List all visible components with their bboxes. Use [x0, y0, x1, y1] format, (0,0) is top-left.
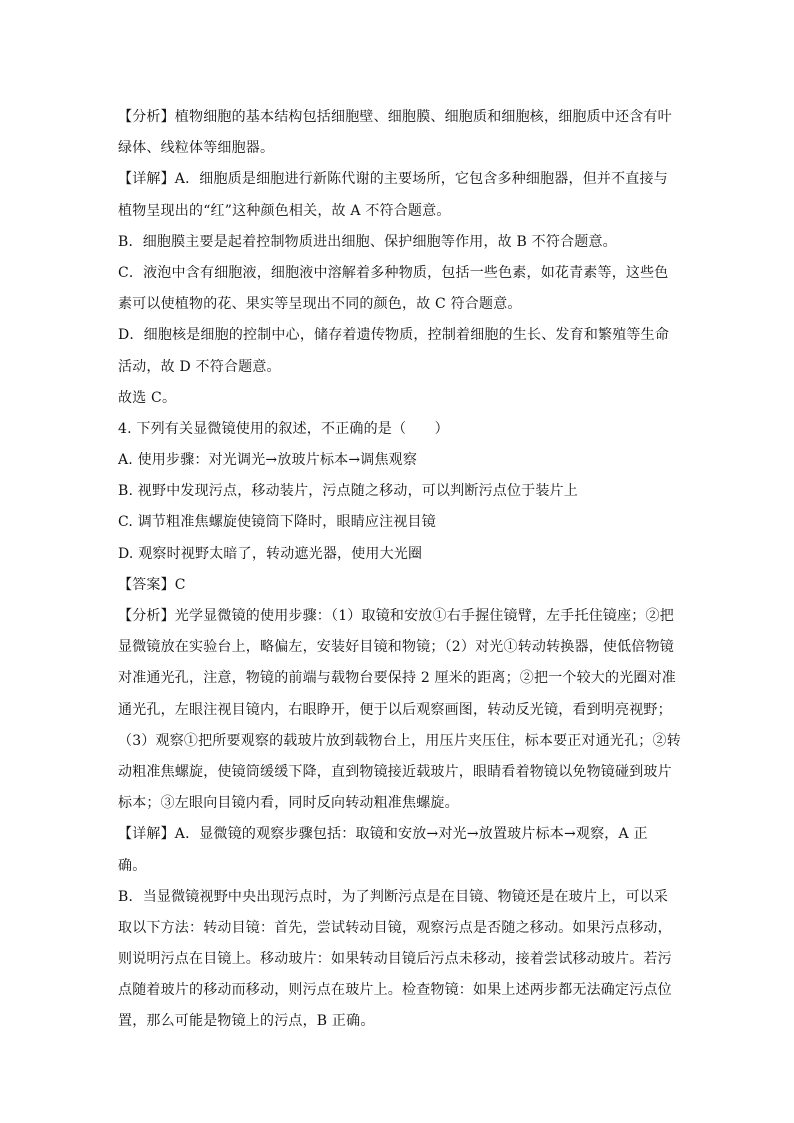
text-line-analysis-2: 绿体、线粒体等细胞器。 [118, 140, 275, 157]
question-4-option-a: A. 使用步骤：对光调光→放玻片标本→调焦观察 [118, 452, 418, 469]
text-line-option-b: B．细胞膜主要是起着控制物质进出细胞、保护细胞等作用，故 B 不符合题意。 [118, 233, 617, 250]
text-line-detail-2: 植物呈现出的“红”这种颜色相关，故 A 不符合题意。 [118, 202, 451, 219]
analysis-line-2: 显微镜放在实验台上，略偏左，安装好目镜和物镜；（2）对光①转动转换器，使低倍物镜 [118, 639, 674, 656]
analysis-line-5: （3）观察①把所要观察的载玻片放到载物台上，用压片夹压住，标本要正对通光孔；②转 [118, 732, 681, 749]
text-line-choice-c: 故选 C。 [118, 389, 177, 406]
detail-line-b-4: 点随着玻片的移动而移动，则污点在玻片上。检查物镜：如果上述两步都无法确定污点位 [118, 982, 672, 999]
analysis-line-3: 对准通光孔，注意，物镜的前端与载物台要保持 2 厘米的距离；②把一个较大的光圈对准 [118, 670, 677, 687]
text-line-option-c-2: 素可以使植物的花、果实等呈现出不同的颜色，故 C 符合题意。 [118, 296, 522, 313]
detail-line-b-2: 取以下方法：转动目镜：首先，尝试转动目镜，观察污点是否随之移动。如果污点移动， [118, 919, 672, 936]
detail-line-b-5: 置，那么可能是物镜上的污点，B 正确。 [118, 1013, 375, 1030]
question-4-title: 4. 下列有关显微镜使用的叙述，不正确的是（ ） [118, 420, 449, 437]
detail-line-a-2: 确。 [118, 857, 147, 874]
answer-label: 【答案】C [118, 576, 186, 593]
detail-line-a-1: 【详解】A．显微镜的观察步骤包括：取镜和安放→对光→放置玻片标本→观察，A 正 [118, 826, 648, 843]
text-line-option-d-1: D．细胞核是细胞的控制中心，储存着遗传物质，控制着细胞的生长、发育和繁殖等生命 [118, 327, 670, 344]
text-line-analysis-1: 【分析】植物细胞的基本结构包括细胞壁、细胞膜、细胞质和细胞核，细胞质中还含有叶 [118, 109, 672, 125]
text-line-option-c-1: C．液泡中含有细胞液，细胞液中溶解着多种物质，包括一些色素，如花青素等，这些色 [118, 264, 669, 281]
detail-line-b-1: B．当显微镜视野中央出现污点时，为了判断污点是在目镜、物镜还是在玻片上，可以采 [118, 888, 669, 905]
answer-explanation-text [118, 102, 681, 1038]
analysis-line-4: 通光孔，左眼注视目镜内，右眼睁开，便于以后观察画图，转动反光镜，看到明亮视野； [118, 701, 672, 718]
analysis-line-7: 标本；③左眼向目镜内看，同时反向转动粗准焦螺旋。 [118, 795, 459, 812]
text-line-option-d-2: 活动，故 D 不符合题意。 [118, 358, 281, 375]
detail-line-b-3: 则说明污点在目镜上。移动玻片：如果转动目镜后污点未移动，接着尝试移动玻片。若污 [118, 951, 672, 968]
text-line-detail-1: 【详解】A．细胞质是细胞进行新陈代谢的主要场所，它包含多种细胞器，但并不直接与 [118, 171, 668, 188]
analysis-line-6: 动粗准焦螺旋，使镜筒缓缓下降，直到物镜接近载玻片，眼睛看着物镜以免物镜碰到玻片 [118, 763, 672, 780]
question-4-option-b: B. 视野中发现污点，移动装片，污点随之移动，可以判断污点位于装片上 [118, 483, 578, 500]
question-4-option-c: C. 调节粗准焦螺旋使镜筒下降时，眼睛应注视目镜 [118, 514, 436, 531]
question-4-option-d: D. 观察时视野太暗了，转动遮光器，使用大光圈 [118, 545, 423, 562]
analysis-line-1: 【分析】光学显微镜的使用步骤：（1）取镜和安放①右手握住镜臂，左手托住镜座；②把 [118, 608, 674, 624]
